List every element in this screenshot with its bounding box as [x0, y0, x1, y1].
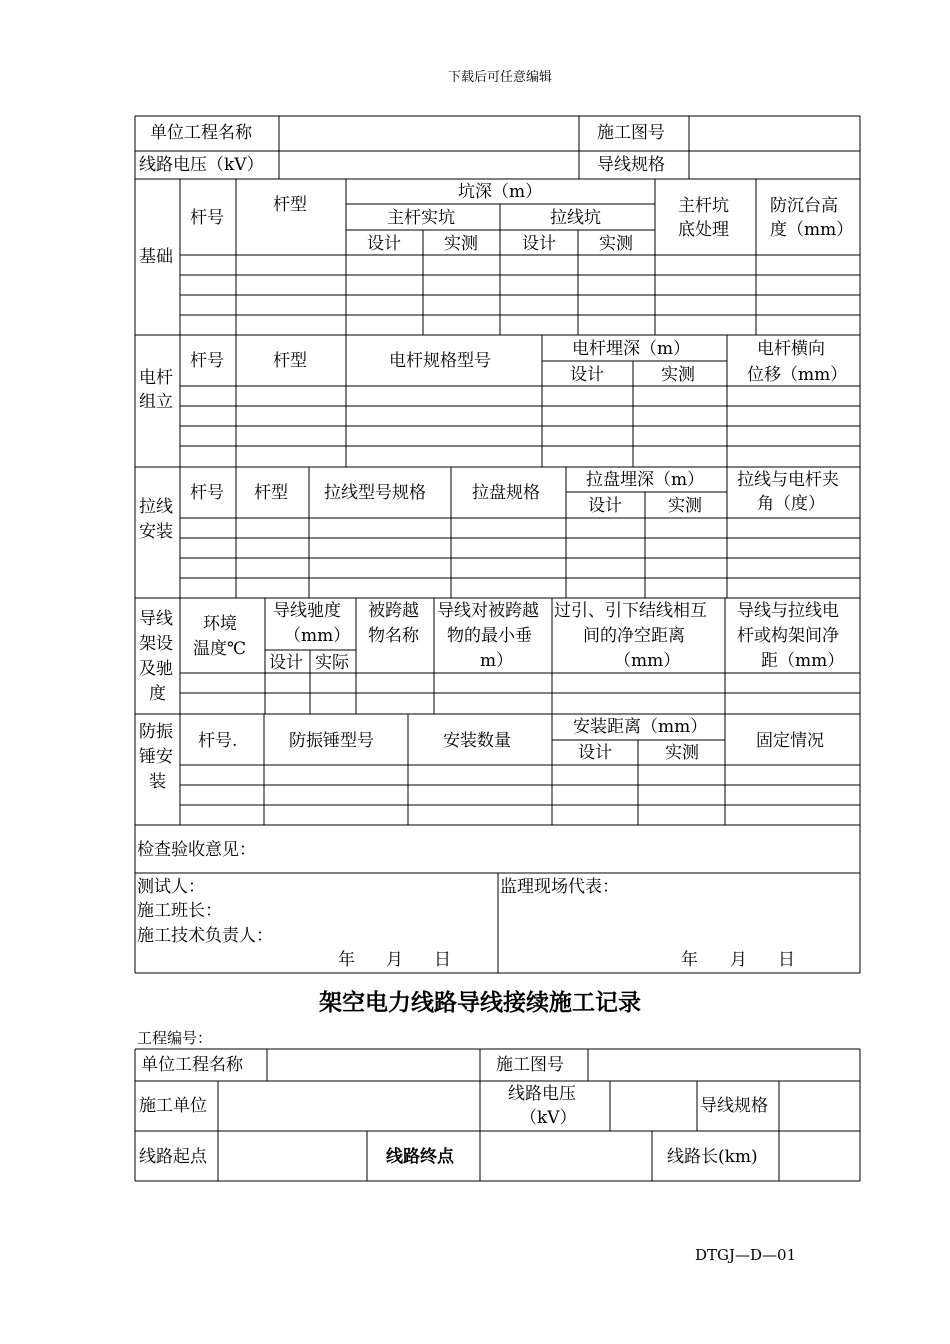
plate-depth-header: 拉盘埋深（m）: [586, 470, 705, 490]
damper-quantity-header: 安装数量: [443, 731, 511, 751]
plate-spec-header: 拉盘规格: [472, 483, 540, 503]
foundation-pole-type-header: 杆型: [273, 195, 307, 215]
tester-label: 测试人：: [137, 877, 205, 897]
sag-section-label-1: 导线: [139, 609, 173, 629]
main-pit-design-header: 设计: [367, 234, 401, 254]
right-date-day: 日: [778, 950, 795, 970]
form2-title: 架空电力线路导线接续施工记录: [319, 989, 641, 1016]
guy-angle-header-2: 角（度）: [757, 494, 825, 514]
pole-erection-section-label-2: 组立: [139, 392, 173, 412]
sag-section-label-4: 度: [149, 684, 166, 704]
form2-conductor-spec-label: 导线规格: [700, 1096, 768, 1116]
damper-pole-no-header: 杆号.: [198, 731, 238, 751]
pole-erection-section-label-1: 电杆: [139, 368, 173, 388]
guy-pit-design-header: 设计: [522, 234, 556, 254]
line-length-label: 线路长(km): [667, 1147, 758, 1167]
crossed-header-1: 被跨越: [368, 601, 419, 621]
lateral-disp-header-1: 电杆横向: [757, 339, 825, 359]
foundation-pole-no-header: 杆号: [190, 208, 224, 228]
foundation-section-label: 基础: [139, 247, 173, 267]
conductor-spec-label: 导线规格: [597, 155, 665, 175]
doc-code: DTGJ—D—01: [695, 1246, 797, 1264]
damper-distance-header: 安装距离（mm）: [573, 717, 708, 737]
guy-install-section-label-1: 拉线: [139, 497, 173, 517]
guy-install-section-label-2: 安装: [139, 522, 173, 542]
clearance-header-2: 间的净空距离: [583, 626, 685, 646]
pole-spec-header: 电杆规格型号: [389, 351, 491, 371]
min-vertical-header-1: 导线对被跨越: [437, 601, 539, 621]
plate-design-header: 设计: [588, 496, 622, 516]
min-vertical-header-3: m）: [480, 651, 514, 671]
env-temp-header-1: 环境: [203, 614, 237, 634]
pole-erection-pole-type-header: 杆型: [273, 351, 307, 371]
left-date-day: 日: [434, 950, 451, 970]
guy-clearance-header-2: 杆或构架间净: [737, 626, 839, 646]
env-temp-header-2: 温度℃: [193, 639, 247, 659]
left-date-month: 月: [386, 950, 403, 970]
inspection-opinion-label: 检查验收意见：: [137, 840, 256, 860]
anti-sink-header-2: 度（mm）: [770, 220, 854, 240]
sag-design-header: 设计: [269, 653, 303, 673]
min-vertical-header-2: 物的最小垂: [447, 626, 532, 646]
clearance-header-1: 过引、引下结线相互: [554, 601, 707, 621]
pole-erection-pole-no-header: 杆号: [190, 351, 224, 371]
project-no-label: 工程编号：: [137, 1029, 213, 1047]
damper-design-header: 设计: [578, 743, 612, 763]
line-voltage-label: 线路电压（kV）: [139, 155, 264, 175]
pit-bottom-header-1: 主杆坑: [678, 196, 729, 216]
plate-measured-header: 实测: [668, 496, 702, 516]
main-pit-measured-header: 实测: [444, 234, 478, 254]
damper-fixing-header: 固定情况: [756, 731, 824, 751]
damper-section-label-3: 装: [149, 772, 166, 792]
form2-drawing-no-label: 施工图号: [496, 1055, 564, 1075]
guy-clearance-header-1: 导线与拉线电: [737, 601, 839, 621]
damper-section-label-1: 防振: [139, 722, 173, 742]
construction-unit-label: 施工单位: [139, 1096, 207, 1116]
form2-unit-project-name-label: 单位工程名称: [141, 1055, 243, 1075]
right-date-month: 月: [730, 950, 747, 970]
guy-pole-no-header: 杆号: [190, 483, 224, 503]
damper-type-header: 防振锤型号: [289, 731, 374, 751]
guy-pit-header: 拉线坑: [550, 208, 601, 228]
right-date-year: 年: [681, 950, 698, 970]
guy-clearance-header-3: 距（mm）: [761, 651, 845, 671]
burial-depth-header: 电杆埋深（m）: [572, 339, 691, 359]
crossed-header-2: 物名称: [368, 626, 419, 646]
sag-section-label-3: 及驰: [139, 659, 173, 679]
guy-pit-measured-header: 实测: [599, 234, 633, 254]
clearance-header-3: （mm）: [614, 651, 681, 671]
line-start-label: 线路起点: [139, 1147, 207, 1167]
drawing-no-label: 施工图号: [597, 123, 665, 143]
sag-actual-header: 实际: [315, 653, 349, 673]
lateral-disp-header-2: 位移（mm）: [747, 365, 848, 385]
supervisor-label: 监理现场代表：: [500, 877, 619, 897]
burial-measured-header: 实测: [661, 365, 695, 385]
form2-line-voltage-label-2: （kV）: [520, 1108, 577, 1128]
anti-sink-header-1: 防沉台高: [770, 196, 838, 216]
form2-line-voltage-label-1: 线路电压: [508, 1084, 576, 1104]
damper-section-label-2: 锤安: [139, 747, 173, 767]
guy-angle-header-1: 拉线与电杆夹: [737, 470, 839, 490]
sag-header-2: （mm）: [284, 626, 351, 646]
pit-bottom-header-2: 底处理: [678, 220, 729, 240]
left-date-year: 年: [338, 950, 355, 970]
header-note: 下载后可任意编辑: [448, 70, 553, 85]
pit-depth-header: 坑深（m）: [458, 182, 543, 202]
unit-project-name-label: 单位工程名称: [150, 123, 252, 143]
foreman-label: 施工班长：: [137, 901, 222, 921]
burial-design-header: 设计: [570, 365, 604, 385]
guy-pole-type-header: 杆型: [254, 483, 288, 503]
guy-spec-header: 拉线型号规格: [324, 483, 426, 503]
sag-header-1: 导线驰度: [273, 601, 341, 621]
line-end-label: 线路终点: [386, 1147, 454, 1167]
main-pit-header: 主杆实坑: [387, 208, 455, 228]
tech-lead-label: 施工技术负责人：: [137, 926, 273, 946]
sag-section-label-2: 架设: [139, 634, 173, 654]
damper-measured-header: 实测: [665, 743, 699, 763]
